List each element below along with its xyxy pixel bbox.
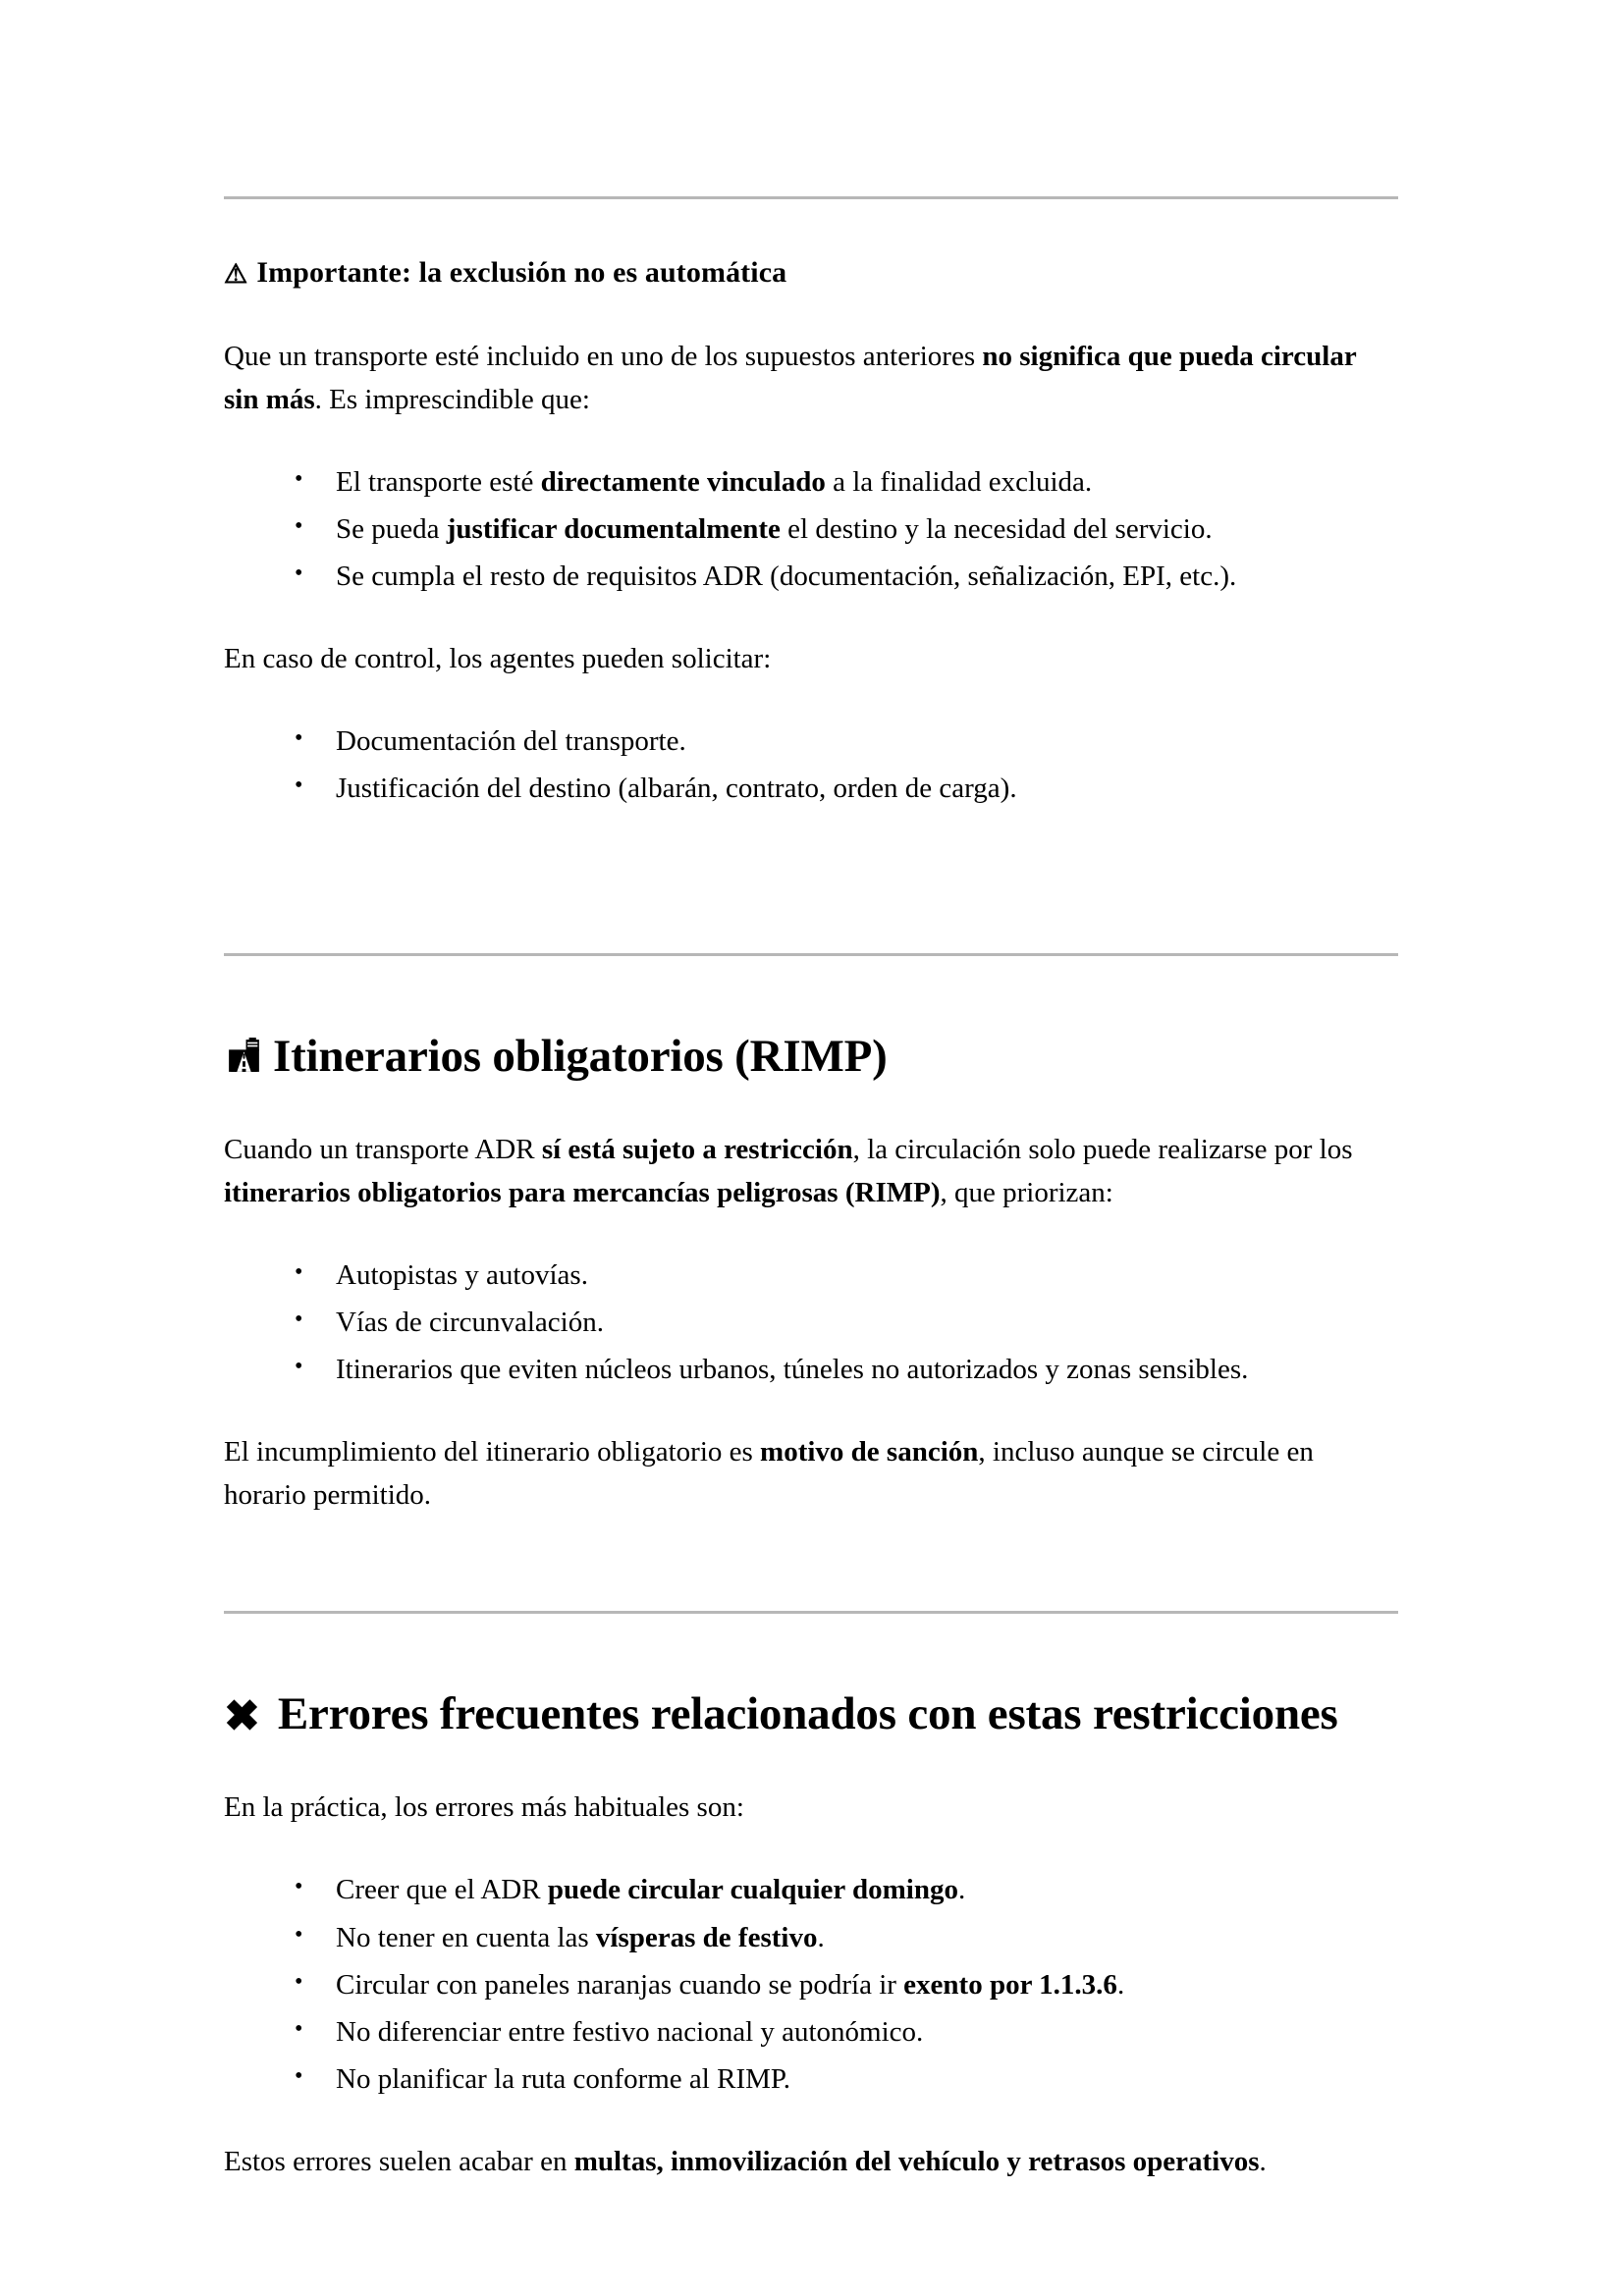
bullet-bold: directamente vinculado [540,465,826,498]
bullet-pre: No planificar la ruta conforme al RIMP. [336,2062,791,2095]
section-rimp [224,1027,1400,1517]
spacer [224,1614,1400,1684]
rimp-closing-paragraph [224,1430,1382,1517]
closing-bold1: multas, inmovilización del vehículo y retrasos operativos [573,2145,1260,2177]
bullet-pre: Vías de circunvalación. [336,1306,604,1338]
intro-part2: , la circulación solo puede realizarse por los [852,1133,1353,1165]
bullet-pre: El transporte esté [336,465,541,498]
bullet-post: . [817,1921,825,1953]
errores-list [224,1868,1400,2100]
closing-part2: . [1259,2145,1267,2177]
intro-part1: Que un transporte esté incluido en uno de los supuestos anteriores [224,340,983,372]
spacer [224,849,1400,953]
list-item [295,1348,1400,1391]
intro-part1: Cuando un transporte ADR [224,1133,542,1165]
list-item [295,507,1400,551]
list-item [295,1254,1400,1297]
rimp-heading [224,1027,1400,1086]
bullet-post: . [1116,1968,1125,2001]
intro-part2: . Es imprescindible que: [314,383,590,415]
list-item [295,720,1400,763]
importante-requirements-list [224,460,1400,598]
errores-heading [224,1684,1400,1744]
rimp-priorities-list [224,1254,1400,1391]
control-documents-list [224,720,1400,810]
bullet-pre: Itinerarios que eviten núcleos urbanos, túneles no autorizados y zonas sensibles. [336,1353,1249,1385]
warning-triangle-icon: ⚠ [224,259,248,289]
importante-heading-text: Importante: la exclusión no es automática [256,256,787,289]
intro-bold1: sí está sujeto a restricción [541,1133,853,1165]
bullet-post: el destino y la necesidad del servicio. [780,512,1213,545]
spacer [224,1556,1400,1611]
bullet-pre: Circular con paneles naranjas cuando se podría ir [336,1968,904,2001]
closing-part1: El incumplimiento del itinerario obligatorio es [224,1435,761,1468]
list-item [295,460,1400,504]
closing-part1: Estos errores suelen acabar en [224,2145,574,2177]
list-item [295,555,1400,598]
importante-intro-paragraph [224,335,1382,421]
intro-part3: , que priorizan: [940,1176,1113,1208]
bullet-pre: No diferenciar entre festivo nacional y autonómico. [336,2015,924,2048]
section-divider-top [224,196,1398,199]
list-item [295,1868,1400,1911]
bullet-bold: exento por 1.1.3.6 [903,1968,1117,2001]
intro-bold1: no significa que pueda circular sin más [224,340,1357,415]
list-item [295,1916,1400,1959]
rimp-heading-text: Itinerarios obligatorios (RIMP) [273,1031,888,1083]
errores-intro-paragraph: En la práctica, los errores más habituales son: [224,1791,744,1824]
cross-mark-icon: ✖ [224,1692,260,1741]
bullet-pre: Creer que el ADR [336,1874,548,1906]
bullet-bold: vísperas de festivo [595,1921,818,1953]
rimp-intro-paragraph [224,1128,1382,1214]
section-importante [224,254,1400,810]
section-errores [224,1684,1400,2183]
errores-closing-paragraph [224,2140,1382,2183]
bullet-post: a la finalidad excluida. [825,465,1093,498]
list-item [295,1963,1400,2006]
intro-bold2: itinerarios obligatorios para mercancías peligrosas (RIMP) [224,1176,941,1208]
closing-bold1: motivo de sanción [760,1435,979,1468]
bullet-pre: Autopistas y autovías. [336,1258,588,1291]
errores-heading-text: Errores frecuentes relacionados con estas restricciones [277,1688,1338,1740]
spacer [224,956,1400,1027]
bullet-pre: Justificación del destino (albarán, contrato, orden de carga). [336,773,1017,805]
bullet-bold: puede circular cualquier domingo [547,1874,958,1906]
list-item [295,1301,1400,1344]
motorway-icon [224,1032,264,1072]
bullet-bold: justificar documentalmente [446,512,781,545]
bullet-post: . [957,1874,966,1906]
list-item [295,2057,1400,2101]
bullet-pre: Documentación del transporte. [336,725,686,758]
importante-heading [224,254,1400,292]
bullet-pre: Se pueda [336,512,447,545]
list-item [295,767,1400,810]
closing-part2: , incluso aunque se circule en horario permitido. [224,1435,1314,1511]
list-item [295,2010,1400,2054]
control-paragraph: En caso de control, los agentes pueden solicitar: [224,643,772,675]
bullet-pre: No tener en cuenta las [336,1921,596,1953]
bullet-pre: Se cumpla el resto de requisitos ADR (documentación, señalización, EPI, etc.). [336,561,1237,593]
